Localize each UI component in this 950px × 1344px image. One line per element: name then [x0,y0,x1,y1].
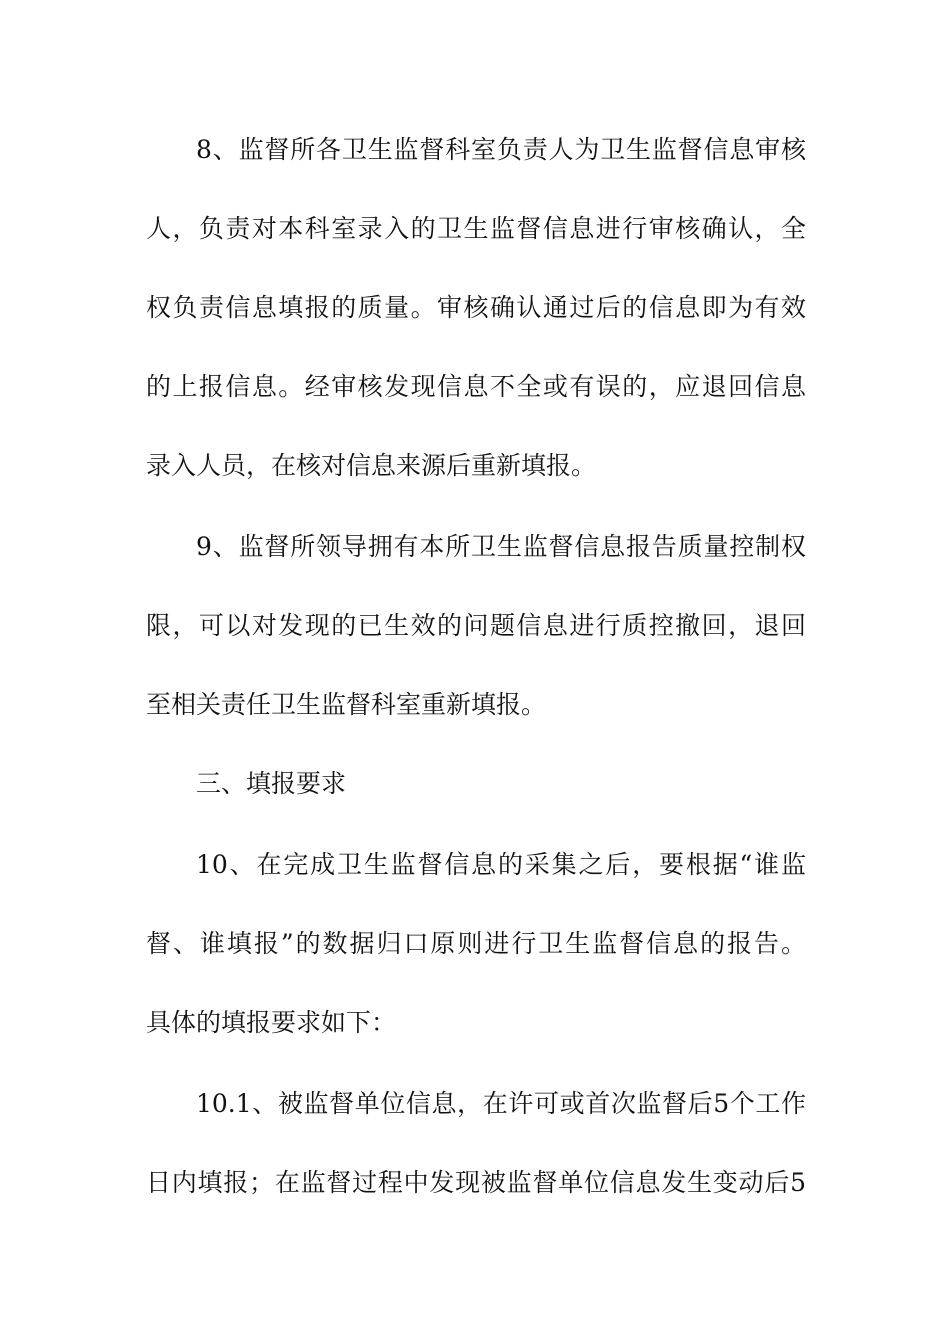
paragraph-8-line-5: 录入人员，在核对信息来源后重新填报。 [146,451,597,480]
paragraph-9-line-2: 限，可以对发现的已生效的问题信息进行质控撤回，退回 [146,611,806,640]
paragraph-10-line-3: 具体的填报要求如下： [146,1008,397,1037]
paragraph-9-line-1: 9、监督所领导拥有本所卫生监督信息报告质量控制权 [196,532,806,561]
paragraph-8-line-4: 的上报信息。经审核发现信息不全或有误的，应退回信息 [146,372,806,401]
paragraph-10-line-1: 10、在完成卫生监督信息的采集之后，要根据“谁监 [196,850,806,879]
paragraph-10-1-line-2: 日内填报；在监督过程中发现被监督单位信息发生变动后5 [146,1168,806,1197]
paragraph-8-line-1: 8、监督所各卫生监督科室负责人为卫生监督信息审核 [196,135,806,164]
section-heading: 三、填报要求 [196,769,347,798]
paragraph-8-line-3: 权负责信息填报的质量。审核确认通过后的信息即为有效 [146,293,806,322]
paragraph-9-line-3: 至相关责任卫生监督科室重新填报。 [146,690,547,719]
paragraph-8-line-2: 人，负责对本科室录入的卫生监督信息进行审核确认，全 [146,214,806,243]
paragraph-10-line-2: 督、谁填报”的数据归口原则进行卫生监督信息的报告。 [146,929,806,958]
paragraph-10-1-line-1: 10.1、被监督单位信息，在许可或首次监督后5个工作 [196,1089,806,1118]
